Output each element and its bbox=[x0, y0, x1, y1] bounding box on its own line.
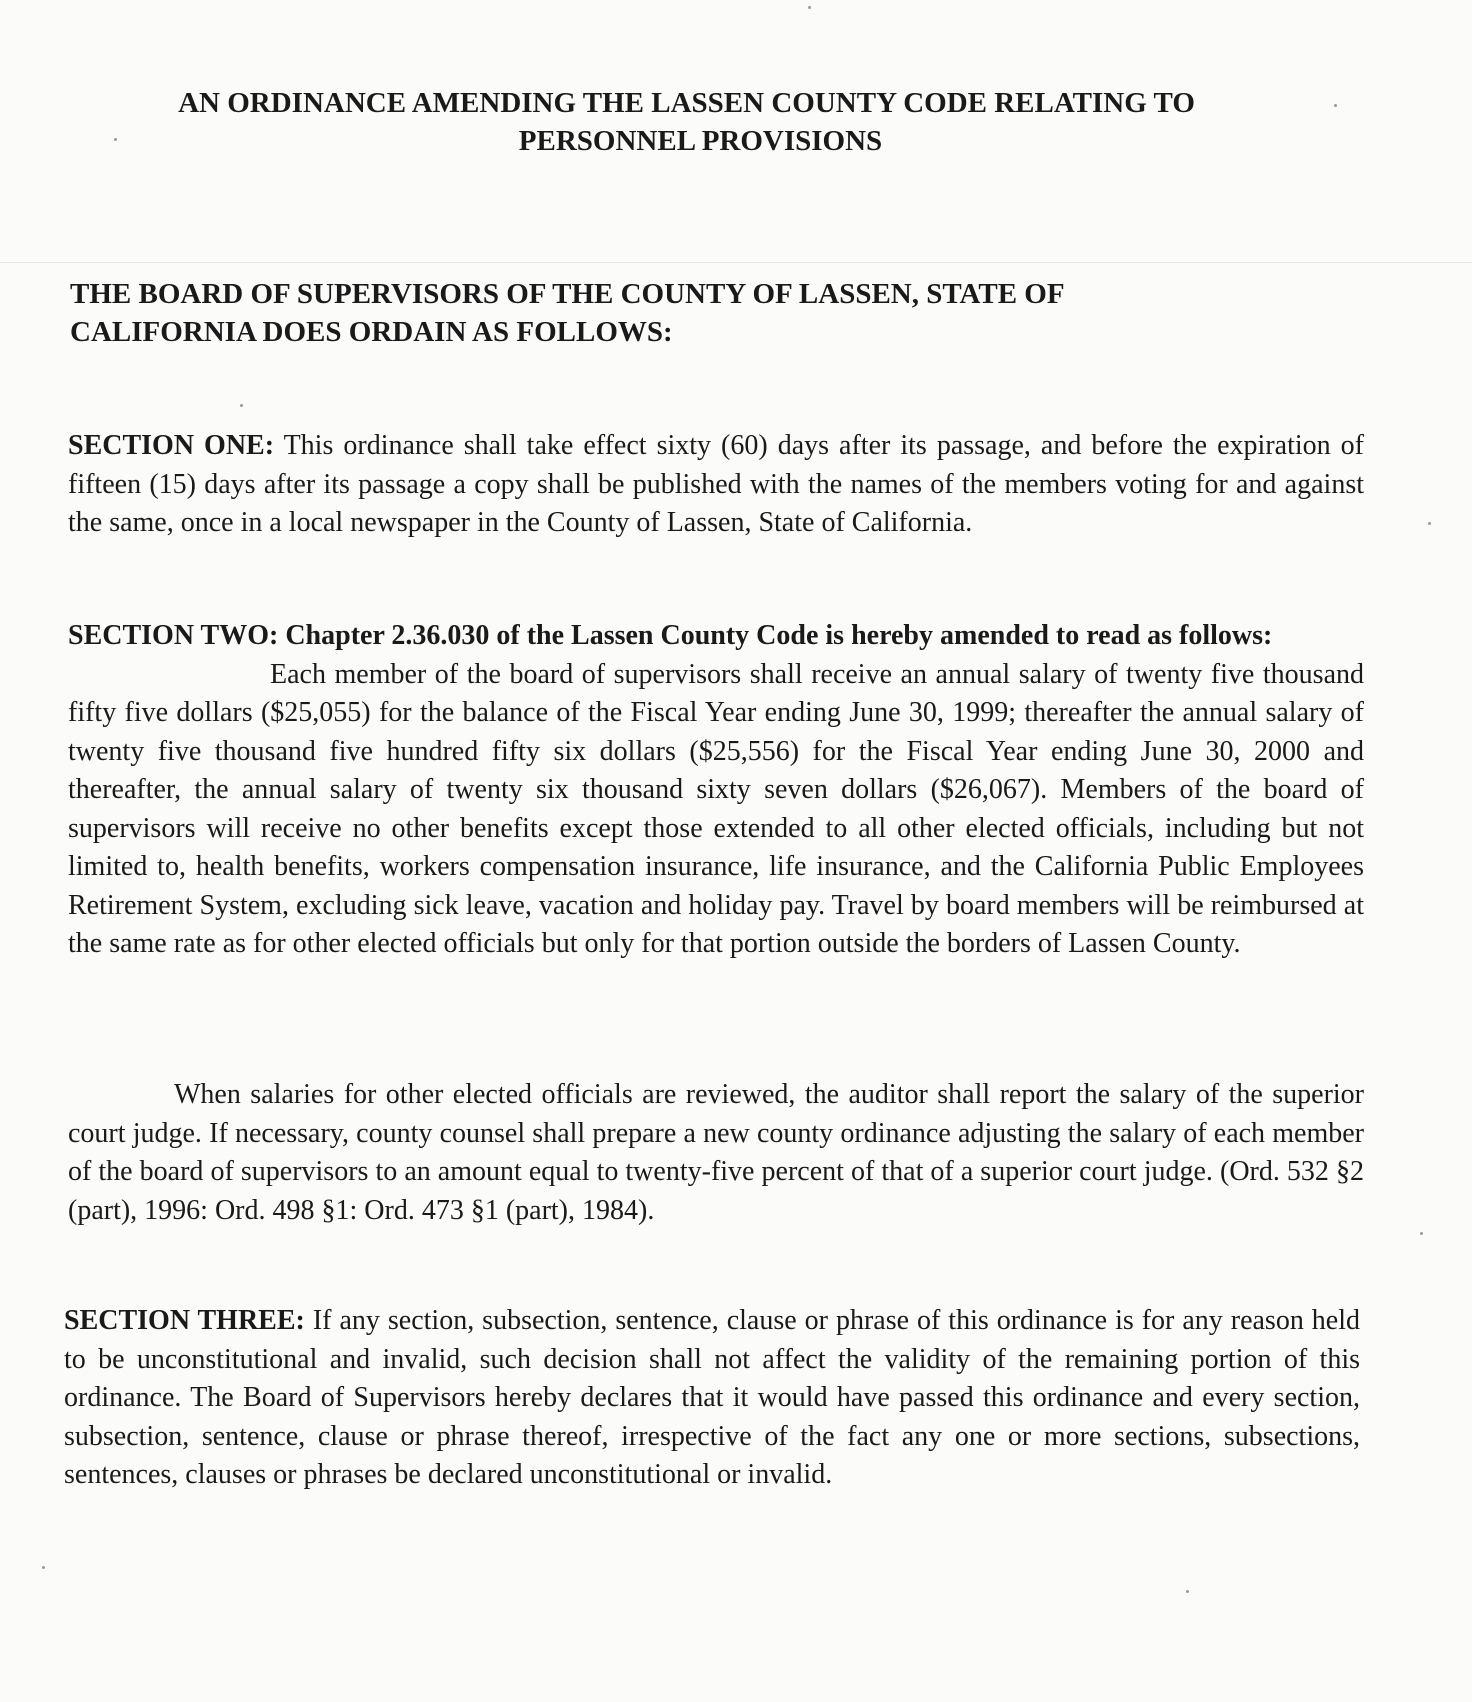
ordinance-title bbox=[40, 84, 1375, 160]
section-one-text: This ordinance shall take effect sixty (60) days after its passage, and before the expiration of fifteen (15) days after its passage a copy shall be published with the names of the members voting for and against the same, once in a local newspaper in the County of Lassen, State of California. bbox=[68, 430, 1364, 538]
section-one bbox=[68, 427, 1364, 543]
scan-speck bbox=[1428, 522, 1431, 525]
scan-speck bbox=[42, 1566, 45, 1569]
section-one-label: SECTION ONE: bbox=[68, 430, 275, 461]
enacting-line-2: CALIFORNIA DOES ORDAIN AS FOLLOWS: bbox=[70, 316, 673, 348]
section-two-heading-block bbox=[68, 617, 1364, 656]
scan-speck bbox=[240, 404, 243, 407]
section-two bbox=[68, 617, 1364, 964]
section-three bbox=[64, 1302, 1360, 1495]
scan-speck bbox=[1420, 1232, 1423, 1235]
section-three-text: If any section, subsection, sentence, clause or phrase of this ordinance is for any reason held to be unconstitutional and invalid, such decision shall not affect the validity of the remaining portion of this ordinance. The Board of Supervisors hereby declares that it would have passed this ordinance and every section, subsection, sentence, clause or phrase thereof, irrespective of the fact any one or more sections, subsections, sentences, clauses or phrases be declared unconstitutional or invalid. bbox=[64, 1305, 1361, 1490]
section-two-paragraph-2: When salaries for other elected officials are reviewed, the auditor shall report the salary of the superior court judge. If necessary, county counsel shall prepare a new county ordinance adjusting the salary of each member of the board of supervisors to an amount equal to twenty-five percent of that of a superior court judge. (Ord. 532 §2 (part), 1996: Ord. 498 §1: Ord. 473 §1 (part), 1984). bbox=[68, 1079, 1364, 1226]
section-two-paragraph-1: Each member of the board of supervisors shall receive an annual salary of twenty five thousand fifty five dollars ($25,055) for the balance of the Fiscal Year ending June 30, 1999; thereafter the annual salary of twenty five thousand five hundred fifty six dollars ($25,556) for the Fiscal Year ending June 30, 2000 and thereafter, the annual salary of twenty six thousand sixty seven dollars ($26,067). Members of the board of supervisors will receive no other benefits except those extended to all other elected officials, including but not limited to, health benefits, workers compensation insurance, life insurance, and the California Public Employees Retirement System, excluding sick leave, vacation and holiday pay. Travel by board members will be reimbursed at the same rate as for other elected officials but only for that portion outside the borders of Lassen County. bbox=[68, 658, 1364, 959]
section-two-label: SECTION TWO: bbox=[68, 620, 279, 651]
enacting-line-1: THE BOARD OF SUPERVISORS OF THE COUNTY OF LASSEN, STATE OF bbox=[70, 278, 1065, 310]
scan-speck bbox=[808, 6, 811, 9]
enacting-clause bbox=[70, 275, 1380, 351]
scan-speck bbox=[1186, 1590, 1189, 1593]
section-two-heading: Chapter 2.36.030 of the Lassen County Code is hereby amended to read as follows: bbox=[285, 620, 1273, 651]
scan-artifact-line bbox=[0, 262, 1472, 263]
title-line-1: AN ORDINANCE AMENDING THE LASSEN COUNTY CODE RELATING TO bbox=[178, 87, 1195, 119]
section-three-label: SECTION THREE: bbox=[64, 1305, 305, 1336]
title-line-2: PERSONNEL PROVISIONS bbox=[518, 125, 883, 157]
